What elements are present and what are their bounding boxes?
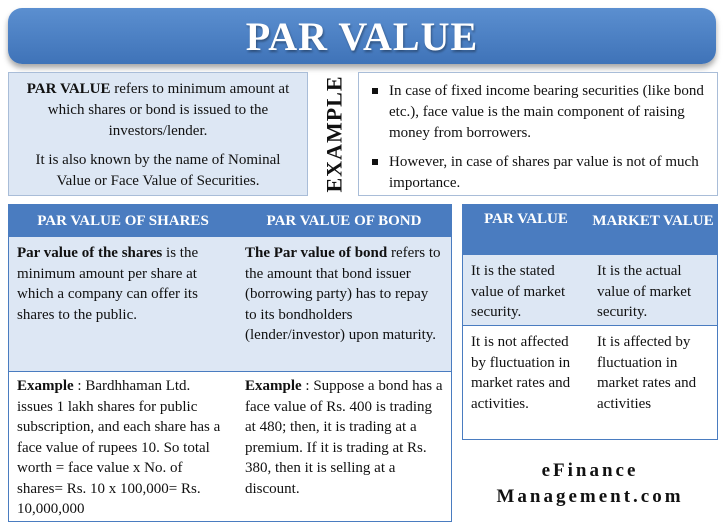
cell-bond-definition [237, 237, 451, 371]
table-row [9, 371, 451, 521]
par-vs-market-table [462, 204, 718, 440]
definition-term: PAR VALUE [26, 81, 111, 97]
table-header [463, 205, 717, 255]
brand-logo [462, 458, 718, 518]
header-market-value: MARKET VALUE [592, 213, 714, 229]
example-point: In case of fixed income bearing securities (like bond etc.), face value is the main component of raising money from borrowers. [369, 81, 707, 144]
cell-text: is the minimum amount per share at which a company can offer its shares to the public. [17, 245, 199, 323]
header-shares: PAR VALUE OF SHARES [37, 212, 209, 229]
example-point: However, in case of shares par value is not of much importance. [369, 152, 707, 194]
page-title: PAR VALUE [245, 13, 479, 59]
definition-text: refers to minimum amount at which shares or bond is issued to the investors/lender. [47, 81, 290, 139]
header-bond: PAR VALUE OF BOND [266, 212, 422, 229]
table-row [9, 237, 451, 371]
brand-line-1: eFinance [541, 460, 639, 481]
cell-market-value: It is affected by fluctuation in market rates and activities [597, 334, 697, 412]
definition-box [8, 72, 308, 196]
cell-par-value: It is not affected by fluctuation in market rates and activities. [471, 334, 571, 412]
definition-paragraph [17, 79, 299, 142]
cell-term: Example [17, 378, 74, 394]
cell-shares-definition [9, 237, 237, 371]
table-row [463, 326, 717, 438]
cell-text: : Suppose a bond has a face value of Rs. 400 is trading at 480; then, it is trading at a premium. If it is trading at Rs. 380, then it is selling at a discount. [245, 378, 443, 497]
example-label: EXAMPLE [321, 75, 346, 193]
cell-bond-example [237, 372, 451, 521]
definition-alias: It is also known by the name of Nominal Value or Face Value of Securities. [35, 152, 281, 189]
shares-vs-bond-table [8, 204, 452, 522]
cell-market-value: It is the actual value of market security. [597, 263, 692, 320]
cell-shares-example [9, 372, 237, 521]
brand-line-2: Management.com [496, 486, 684, 507]
cell-text: refers to the amount that bond issuer (borrowing party) has to repay to its bondholders (lender/investor) upon maturity. [245, 245, 441, 343]
example-box [358, 72, 718, 196]
title-banner [8, 8, 716, 64]
cell-par-value: It is the stated value of market security. [471, 263, 566, 320]
cell-term: The Par value of bond [245, 245, 388, 261]
cell-term: Par value of the shares [17, 245, 163, 261]
table-header [9, 205, 451, 237]
example-list [369, 81, 707, 194]
cell-term: Example [245, 378, 302, 394]
example-label-box [316, 72, 352, 196]
cell-text: : Bardhhaman Ltd. issues 1 lakh shares for public subscription, and each share has a face value of rupees 10. So total worth = face value x No. of shares= Rs. 10 x 100,000= Rs. 10,000,000 [17, 378, 221, 517]
table-row [463, 255, 717, 326]
header-par-value: PAR VALUE [484, 211, 568, 227]
